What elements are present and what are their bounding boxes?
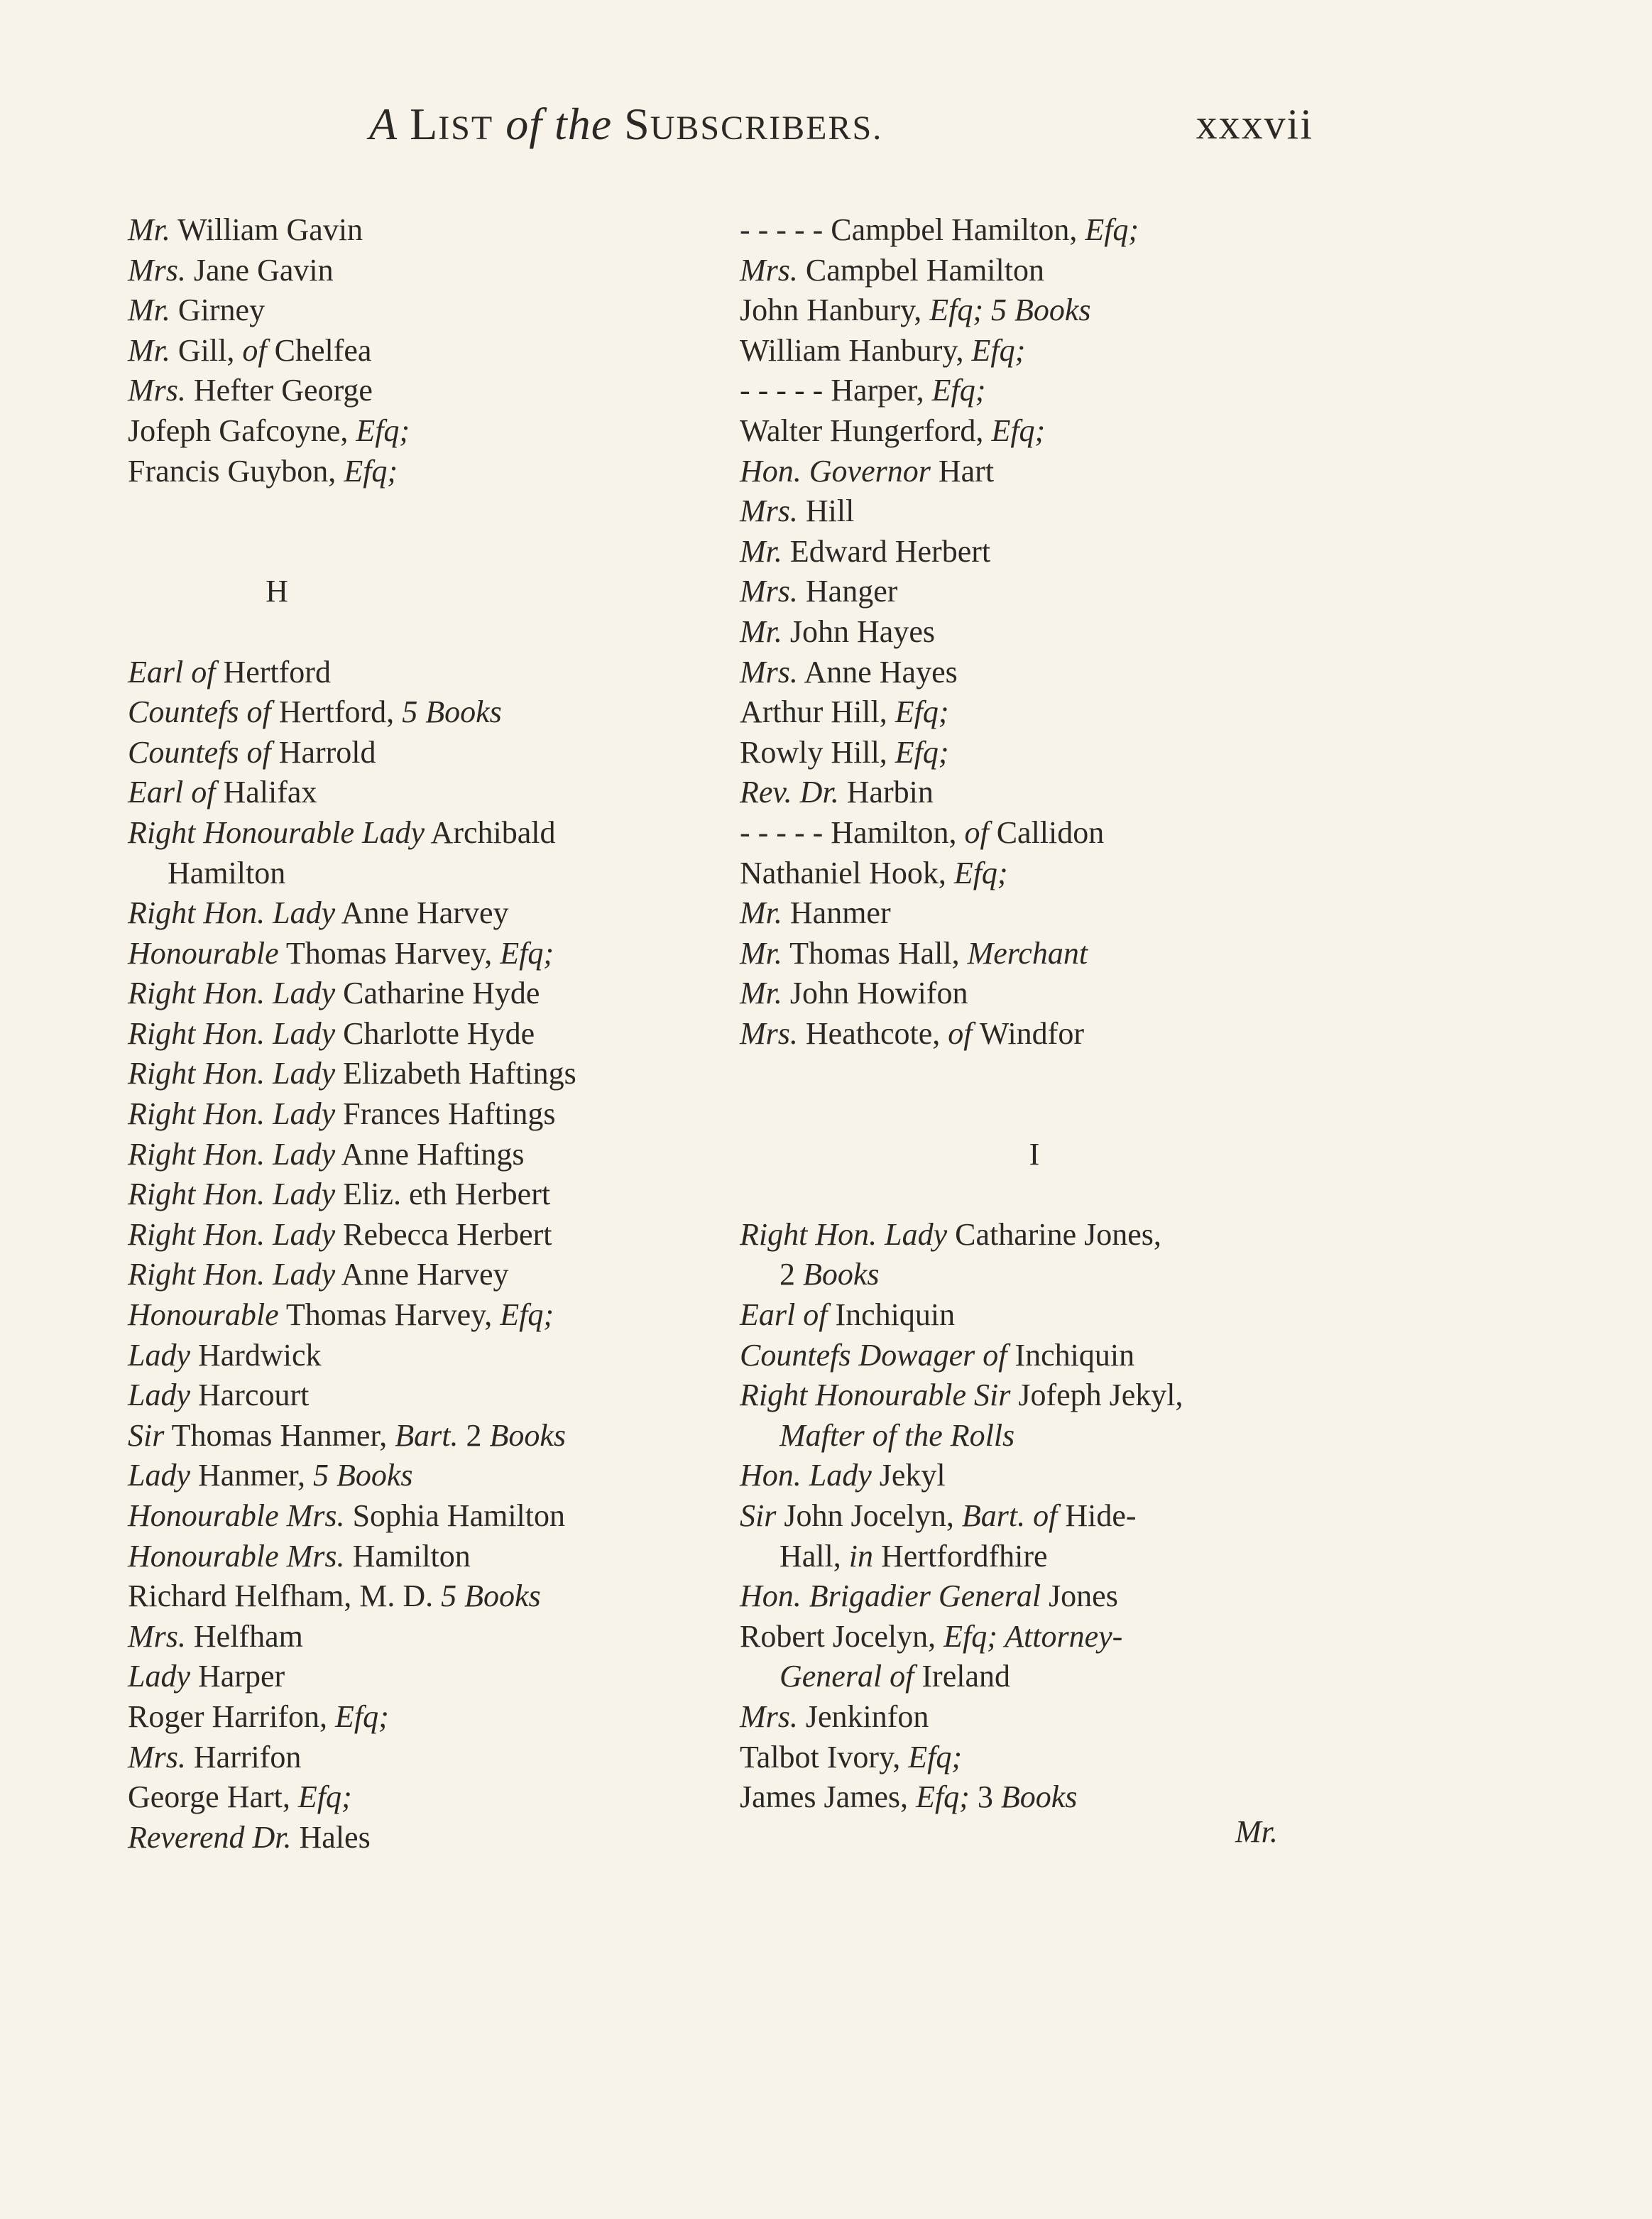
entry-text: 5 Books [441,1579,541,1614]
subscriber-entry [128,371,710,411]
subscriber-entry [128,1375,710,1416]
page-number: xxxvii [1196,101,1313,148]
subscriber-entry-continuation [740,1537,1350,1577]
entry-text: Efq; [895,734,949,770]
entry-text: Honourable [128,1297,279,1333]
entry-text: Mrs. [740,1015,798,1051]
entry-text: Reverend Dr. [128,1819,292,1855]
entry-text: Thomas Hanmer, [164,1417,395,1453]
entry-text: John Hanbury, [740,293,930,328]
entry-text: Efq; [335,1699,389,1734]
entry-text: Hertfordfhire [873,1538,1048,1574]
entry-text: - - - - - Harper, [740,373,932,408]
entry-text: of [242,332,267,368]
entry-text: of [964,814,989,850]
entry-text: 3 [969,1779,1001,1815]
entry-text: Hanmer, [190,1458,313,1493]
subscriber-entry [740,1014,1350,1054]
entry-text: Honourable Mrs. [128,1498,345,1533]
entry-text: of [948,1015,973,1051]
subscriber-entry [740,491,1350,532]
entry-text: Inchiquin [827,1297,956,1333]
entry-text: Harbin [838,775,934,810]
entry-text: Books [803,1257,880,1292]
page-header [355,85,1313,163]
entry-text: Roger Harrifon, [128,1699,336,1734]
subscriber-entry [740,411,1350,452]
entry-text: Charlotte Hyde [335,1015,535,1051]
entry-text: 5 Books [312,1458,413,1493]
entry-text: Lady [128,1458,190,1493]
entry-text: Right Hon. Lady [128,895,336,931]
entry-text: Elizabeth Haftings [335,1056,576,1091]
entry-text: Mrs. [128,252,186,288]
subscriber-entry [740,893,1350,934]
entry-text: Rowly Hill, [740,734,895,770]
subscriber-entry [128,1215,710,1255]
entry-text: Hanmer [782,895,891,931]
subscriber-entry [740,773,1350,813]
entry-text: Sophia Hamilton [344,1498,565,1533]
entry-text: Sir [128,1417,165,1453]
entry-text: Efq; 5 Books [929,293,1091,328]
left-column [128,210,710,1858]
subscriber-entry [740,1697,1350,1738]
subscriber-entry [740,1336,1350,1376]
entry-text: Mr. [740,976,782,1011]
subscriber-entry [128,1777,710,1818]
entry-text: Francis Guybon, [128,453,344,489]
subscriber-entry-continuation [740,1255,1350,1295]
entry-text: Harrifon [185,1739,302,1774]
entry-text: Ireland [914,1659,1010,1694]
entry-text: Halifax [215,775,317,810]
entry-text: Rev. Dr. [740,775,839,810]
subscriber-entry [740,692,1350,733]
entry-text: Earl of [128,775,216,810]
entry-text: Right Hon. Lady [128,1136,336,1172]
subscriber-entry [128,1135,710,1175]
entry-text: Mrs. [740,654,798,689]
entry-text: Right Hon. Lady [128,1216,336,1252]
entry-text: Hamilton [344,1538,471,1574]
entry-text: Hales [291,1819,371,1855]
entry-text: Jofeph Jekyl, [1010,1378,1183,1413]
entry-text: Thomas Harvey, [278,935,500,971]
entry-text: 5 Books [402,694,502,730]
entry-text: Catharine Hyde [335,976,540,1011]
entry-text: H [266,574,288,609]
entry-text: Hill [797,494,855,529]
subscriber-entry [740,572,1350,612]
entry-text: 2 [779,1257,803,1292]
entry-text: Efq; [953,855,1008,890]
subscriber-entry [740,210,1350,251]
entry-text: Jofeph Gafcoyne, [128,413,356,448]
entry-text: Efq; [895,694,949,730]
entry-text: Harcourt [190,1378,310,1413]
entry-text: Walter Hungerford, [740,413,992,448]
entry-text: - - - - - Campbel Hamilton, [740,212,1085,247]
entry-text: Hanger [797,574,898,609]
entry-text: Mr. [740,533,782,569]
subscriber-entry [128,1818,710,1858]
title-of-the: of the [505,99,613,149]
subscriber-entry [128,1496,710,1537]
catchword: Mr. [1235,1814,1278,1849]
entry-text: Bart. of [961,1498,1058,1533]
entry-text: Girney [170,293,266,328]
subscriber-entry [128,773,710,813]
entry-text: Efq; [344,453,398,489]
subscriber-entry [740,452,1350,492]
subscriber-entry [128,411,710,452]
subscriber-entry [128,290,710,331]
entry-text: Efq; [908,1739,962,1774]
entry-text: John Jocelyn, [776,1498,962,1533]
subscriber-entry [740,974,1350,1014]
entry-text: Harper [190,1659,285,1694]
entry-text: Mrs. [128,1618,186,1654]
entry-text: General of [779,1659,914,1694]
title-ist: IST [438,109,494,147]
entry-text: Countefs of [128,694,271,730]
subscriber-entry [128,452,710,492]
subscriber-entry [128,692,710,733]
title-s: S [624,99,650,149]
entry-text: Mr. [128,293,170,328]
entry-text: Honourable Mrs. [128,1538,345,1574]
blank-line [740,1174,1350,1215]
entry-text: Archibald [424,814,556,850]
entry-text: Hall, [779,1538,849,1574]
entry-text: Jones [1041,1579,1118,1614]
entry-text: Mr. [128,212,170,247]
subscriber-entry-continuation [740,1416,1350,1456]
subscriber-entry [128,251,710,291]
subscriber-entry [128,1537,710,1577]
entry-text: Right Hon. Lady [128,1015,336,1051]
entry-text: Campbel Hamilton [797,252,1044,288]
entry-text: Mrs. [128,373,186,408]
subscriber-entry [128,1456,710,1496]
entry-text: Rebecca Herbert [335,1216,552,1252]
entry-text: Jekyl [871,1458,946,1493]
title-a: A [369,99,398,149]
subscriber-entry [128,1416,710,1456]
subscriber-entry [740,934,1350,974]
entry-text: Jenkinfon [797,1699,929,1734]
entry-text: Catharine Jones, [947,1216,1161,1252]
entry-text: Lady [128,1337,190,1373]
subscriber-entry [740,733,1350,773]
subscriber-entry [128,1054,710,1094]
entry-text: Chelfea [266,332,372,368]
entry-text: Nathaniel Hook, [740,855,954,890]
entry-text: Efq; [500,1297,554,1333]
subscriber-entry [740,813,1350,854]
subscriber-entry [128,1697,710,1738]
entry-text: Right Hon. Lady [128,1257,336,1292]
subscriber-entry [128,893,710,934]
entry-text: Bart. [395,1417,459,1453]
entry-text: Earl of [740,1297,828,1333]
section-heading [128,572,426,612]
subscriber-entry [740,1617,1350,1657]
entry-text: in [848,1538,873,1574]
subscriber-entry [128,1617,710,1657]
entry-text: Honourable [128,935,279,971]
entry-text: James James, [740,1779,917,1815]
subscriber-entry [128,331,710,371]
subscriber-entry-continuation [128,854,710,894]
subscriber-entry [128,210,710,251]
blank-line [740,1094,1350,1135]
entry-text: Mrs. [128,1739,186,1774]
entry-text: John Howifon [782,976,968,1011]
subscriber-entry [740,331,1350,371]
entry-text: Talbot Ivory, [740,1739,909,1774]
entry-text: Efq; [356,413,410,448]
subscriber-entry [740,1738,1350,1778]
subscriber-entry [128,1094,710,1135]
subscriber-entry [128,813,710,854]
entry-text: Edward Herbert [782,533,991,569]
entry-text: Mrs. [740,574,798,609]
entry-text: Books [489,1417,567,1453]
entry-text: Right Hon. Lady [128,976,336,1011]
entry-text: Efq; [991,413,1046,448]
subscriber-entry [128,733,710,773]
entry-text: Mr. [740,935,782,971]
entry-text: William Gavin [170,212,363,247]
subscriber-entry [128,1738,710,1778]
entry-text: Robert Jocelyn, [740,1618,944,1654]
entry-text: Harrold [270,734,376,770]
entry-text: Merchant [967,935,1088,971]
subscriber-entry [740,653,1350,693]
subscriber-entry [740,1456,1350,1496]
entry-text: Efq; [916,1779,970,1815]
entry-text: Right Hon. Lady [128,1177,336,1212]
entry-text: Mr. [740,614,782,649]
entry-text: George Hart, [128,1779,298,1815]
subscriber-entry [740,1576,1350,1617]
blank-line [128,491,710,532]
entry-text: Hide- [1057,1498,1137,1533]
entry-text: Hon. Lady [740,1458,872,1493]
blank-line [128,532,710,572]
entry-text: Mrs. [740,1699,798,1734]
subscriber-entry [128,1295,710,1336]
title-l: L [410,99,439,149]
subscriber-entry [128,1014,710,1054]
subscriber-entry [128,1657,710,1697]
entry-text: Hart [930,453,995,489]
entry-text: Frances Haftings [335,1096,556,1132]
entry-text: Efq; [971,332,1026,368]
entry-text: Richard Helfham, M. D. [128,1579,442,1614]
entry-text: Hon. Governor [740,453,931,489]
title-ubscribers: UBSCRIBERS. [650,109,883,147]
entry-text: Anne Hayes [797,654,958,689]
blank-line [128,612,710,653]
entry-text: - - - - - Hamilton, [740,814,965,850]
entry-text: Earl of [128,654,216,689]
entry-text: Right Honourable Sir [740,1378,1011,1413]
entry-text: Countefs Dowager of [740,1337,1007,1373]
subscriber-entry [740,371,1350,411]
entry-text: Books [1000,1779,1078,1815]
entry-text: Efq; [297,1779,352,1815]
subscriber-entry [740,854,1350,894]
entry-text: Right Hon. Lady [740,1216,948,1252]
section-heading [740,1135,1329,1175]
entry-text: Lady [128,1659,190,1694]
running-title [369,85,882,168]
subscriber-entry [740,1496,1350,1537]
entry-text: Right Hon. Lady [128,1096,336,1132]
entry-text: Efq; [500,935,554,971]
subscriber-entry [128,974,710,1014]
entry-text: Sir [740,1498,777,1533]
subscriber-entry [740,612,1350,653]
entry-text: Countefs of [128,734,271,770]
entry-text: Mrs. [740,494,798,529]
subscriber-entry [740,1295,1350,1336]
entry-text: John Hayes [782,614,935,649]
right-column [740,210,1350,1818]
entry-text: Hon. Brigadier General [740,1579,1041,1614]
entry-text: Arthur Hill, [740,694,895,730]
entry-text: 2 [458,1417,490,1453]
entry-text: Callidon [988,814,1105,850]
entry-text: Hertford [215,654,331,689]
entry-text: Inchiquin [1007,1337,1135,1373]
subscriber-entry [740,1215,1350,1255]
entry-text: Anne Harvey [335,895,509,931]
entry-text: Mafter of the Rolls [779,1417,1015,1453]
subscriber-entry [740,251,1350,291]
entry-text: I [1029,1136,1040,1172]
entry-text: Jane Gavin [185,252,334,288]
entry-text: Mr. [740,895,782,931]
entry-text: Windfor [972,1015,1084,1051]
entry-text: Hardwick [190,1337,322,1373]
subscriber-entry [128,1174,710,1215]
entry-text: Anne Haftings [335,1136,525,1172]
subscriber-entry [128,1255,710,1295]
entry-text: Right Honourable Lady [128,814,425,850]
subscriber-entry [128,1336,710,1376]
subscriber-entry [740,1375,1350,1416]
entry-text: Efq; [931,373,986,408]
subscriber-entry [740,290,1350,331]
entry-text: Helfham [185,1618,303,1654]
subscriber-entry-continuation [740,1657,1350,1697]
subscriber-entry [740,532,1350,572]
entry-text: William Hanbury, [740,332,972,368]
entry-text: Thomas Harvey, [278,1297,500,1333]
entry-text: Hefter George [185,373,373,408]
subscriber-entry [128,653,710,693]
entry-text: Mr. [128,332,170,368]
entry-text: Hamilton [168,855,286,890]
entry-text: Eliz. eth Herbert [335,1177,551,1212]
subscriber-entry [128,934,710,974]
blank-line [740,1054,1350,1094]
entry-text: Thomas Hall, [782,935,968,971]
entry-text: Heathcote, [797,1015,948,1051]
entry-text: Lady [128,1378,190,1413]
entry-text: Efq; Attorney- [943,1618,1123,1654]
entry-text: Hertford, [270,694,403,730]
entry-text: Gill, [170,332,243,368]
entry-text: Mrs. [740,252,798,288]
entry-text: Right Hon. Lady [128,1056,336,1091]
entry-text: Anne Harvey [335,1257,509,1292]
entry-text: Efq; [1085,212,1139,247]
subscriber-entry [128,1576,710,1617]
